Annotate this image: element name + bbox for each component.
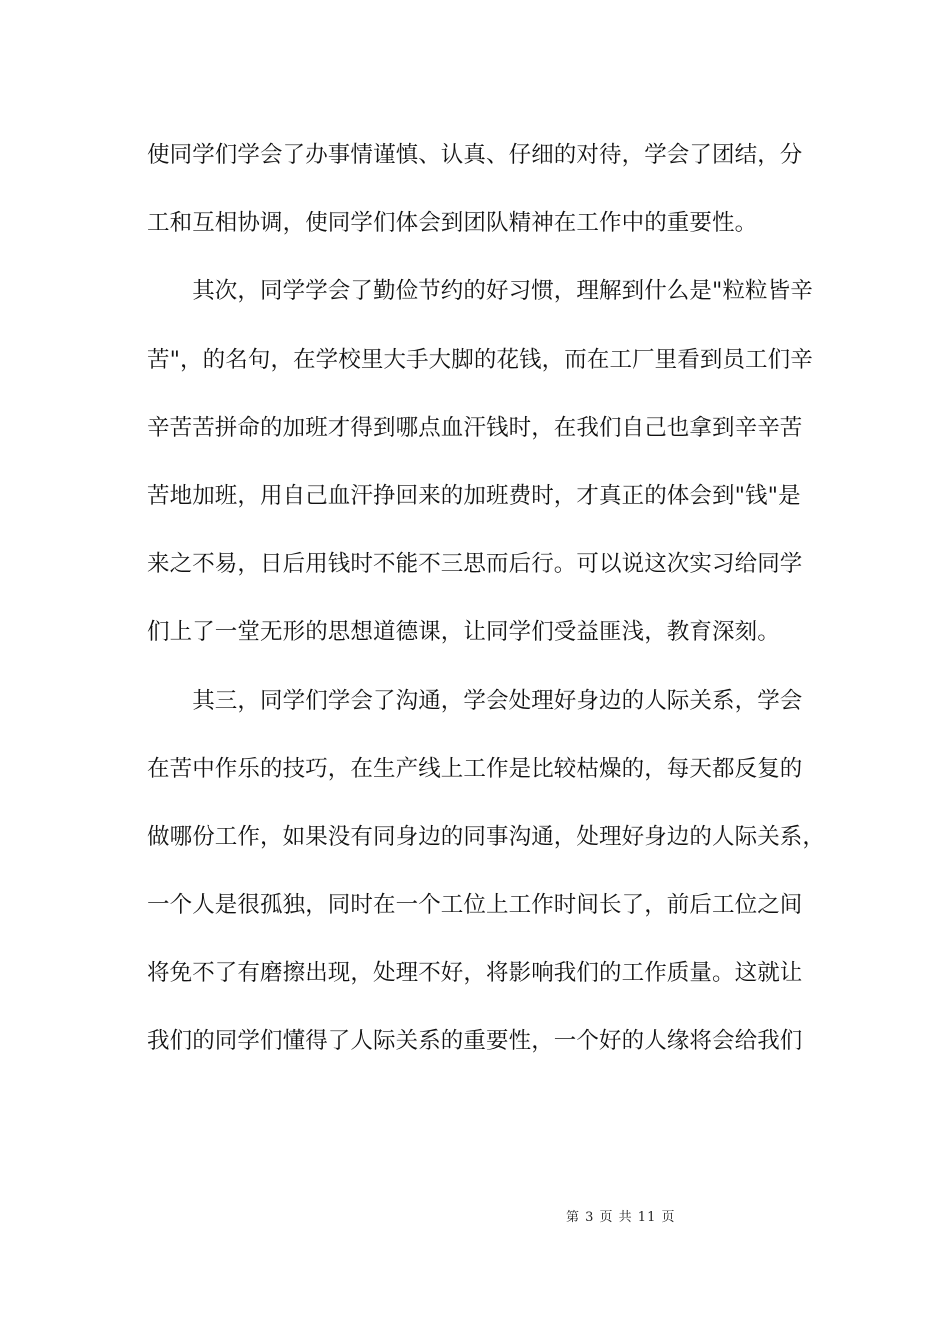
text-line: 将免不了有磨擦出现，处理不好，将影响我们的工作质量。这就让 bbox=[147, 960, 803, 987]
page-number: 第 3 页 共 11 页 bbox=[566, 1210, 676, 1225]
text-line: 来之不易，日后用钱时不能不三思而后行。可以说这次实习给同学 bbox=[147, 551, 803, 578]
text-line: 苦"，的名句，在学校里大手大脚的花钱，而在工厂里看到员工们辛 bbox=[147, 346, 813, 373]
text-line: 们上了一堂无形的思想道德课，让同学们受益匪浅，教育深刻。 bbox=[147, 619, 780, 646]
text-line: 其三，同学们学会了沟通，学会处理好身边的人际关系，学会 bbox=[147, 687, 803, 714]
text-line: 使同学们学会了办事情谨慎、认真、仔细的对待，学会了团结，分 bbox=[147, 142, 803, 168]
body-text bbox=[147, 126, 827, 1081]
text-line: 一个人是很孤独，同时在一个工位上工作时间长了，前后工位之间 bbox=[147, 892, 803, 919]
text-line: 苦地加班，用自己血汗挣回来的加班费时，才真正的体会到"钱"是 bbox=[147, 482, 801, 509]
text-line: 做哪份工作，如果没有同身边的同事沟通，处理好身边的人际关系， bbox=[147, 823, 826, 850]
text-line: 我们的同学们懂得了人际关系的重要性，一个好的人缘将会给我们 bbox=[147, 1028, 803, 1055]
text-line: 工和互相协调，使同学们体会到团队精神在工作中的重要性。 bbox=[147, 210, 758, 237]
text-line: 辛苦苦拼命的加班才得到哪点血汗钱时，在我们自己也拿到辛辛苦 bbox=[147, 414, 803, 441]
text-line: 在苦中作乐的技巧，在生产线上工作是比较枯燥的，每天都反复的 bbox=[147, 755, 803, 782]
text-line: 其次，同学学会了勤俭节约的好习惯，理解到什么是"粒粒皆辛 bbox=[147, 278, 813, 305]
